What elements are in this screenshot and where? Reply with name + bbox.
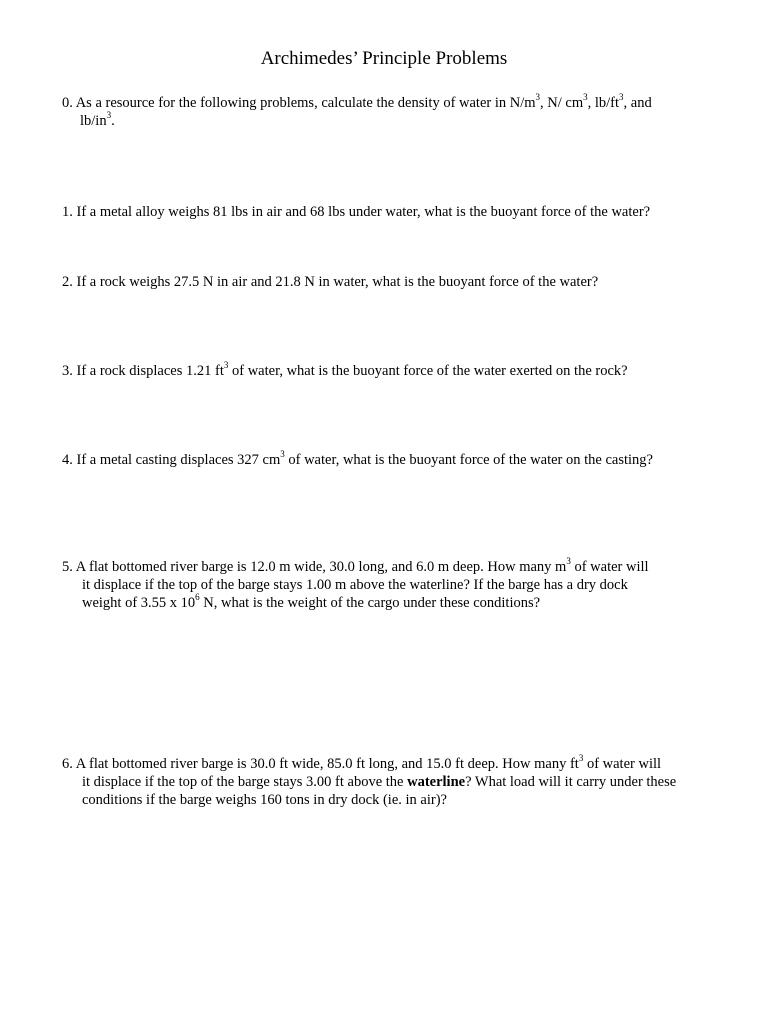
problem-5-line-0 (62, 558, 649, 576)
superscript: 3 (223, 360, 229, 371)
text-run: of water will (583, 756, 662, 772)
text-run: 3. If a rock displaces 1.21 ft (62, 363, 224, 379)
text-run: it displace if the top of the barge stays 3.00 ft above the (82, 774, 408, 790)
bold-term: waterline (407, 774, 466, 790)
problem-6 (62, 755, 676, 809)
text-run: . (111, 113, 115, 129)
text-run: ? What load will it carry under these (465, 774, 677, 790)
superscript: 3 (535, 92, 541, 103)
text-run: 0. As a resource for the following problems, calculate the density of water in N/m (62, 95, 536, 111)
superscript: 3 (583, 92, 588, 103)
page-title: Archimedes’ Principle Problems (260, 48, 508, 69)
text-run: 1. If a metal alloy weighs 81 lbs in air and 68 lbs under water, what is the buoyant force of the water? (62, 204, 651, 220)
superscript: 3 (619, 92, 624, 103)
text-run: , lb/ft (587, 95, 620, 111)
problem-3-line-0 (62, 362, 628, 380)
text-run: lb/in (80, 113, 107, 129)
text-run: weight of 3.55 x 10 (82, 595, 196, 611)
text-run: it displace if the top of the barge stays 1.00 m above the waterline? If the barge has a dry dock (82, 577, 628, 593)
text-run: conditions if the barge weighs 160 tons in dry dock (ie. in air)? (82, 792, 447, 808)
problem-5-line-2 (62, 594, 649, 612)
problem-5-line-1 (62, 576, 649, 594)
text-run: of water will (570, 559, 649, 575)
problem-2-line-0 (62, 273, 598, 291)
problem-1-line-0 (62, 203, 650, 221)
text-run: 2. If a rock weighs 27.5 N in air and 21.8 N in water, what is the buoyant force of the water? (62, 274, 599, 290)
problem-4 (62, 451, 653, 469)
text-run: of water, what is the buoyant force of the water exerted on the rock? (228, 363, 628, 379)
text-run: , and (623, 95, 652, 111)
superscript: 3 (566, 556, 571, 567)
superscript: 3 (578, 753, 584, 764)
text-run: N, what is the weight of the cargo under these conditions? (199, 595, 541, 611)
superscript: 3 (106, 110, 112, 121)
superscript: 6 (195, 592, 200, 603)
problem-6-line-1 (62, 773, 676, 791)
text-run: 5. A flat bottomed river barge is 12.0 m wide, 30.0 long, and 6.0 m deep. How many m (62, 559, 567, 575)
problem-5 (62, 558, 649, 612)
problem-4-line-0 (62, 451, 653, 469)
problem-3 (62, 362, 628, 380)
problem-1 (62, 203, 650, 221)
text-run: , N/ cm (540, 95, 584, 111)
text-run: of water, what is the buoyant force of the water on the casting? (284, 452, 653, 468)
text-run: 6. A flat bottomed river barge is 30.0 ft wide, 85.0 ft long, and 15.0 ft deep. How many ft (62, 756, 579, 772)
text-run: 4. If a metal casting displaces 327 cm (62, 452, 281, 468)
superscript: 3 (280, 449, 285, 460)
problem-0-line-1 (62, 112, 652, 130)
problem-0 (62, 94, 652, 130)
problem-6-line-2 (62, 791, 676, 809)
problem-0-line-0 (62, 94, 652, 112)
problem-6-line-0 (62, 755, 676, 773)
problem-2 (62, 273, 598, 291)
